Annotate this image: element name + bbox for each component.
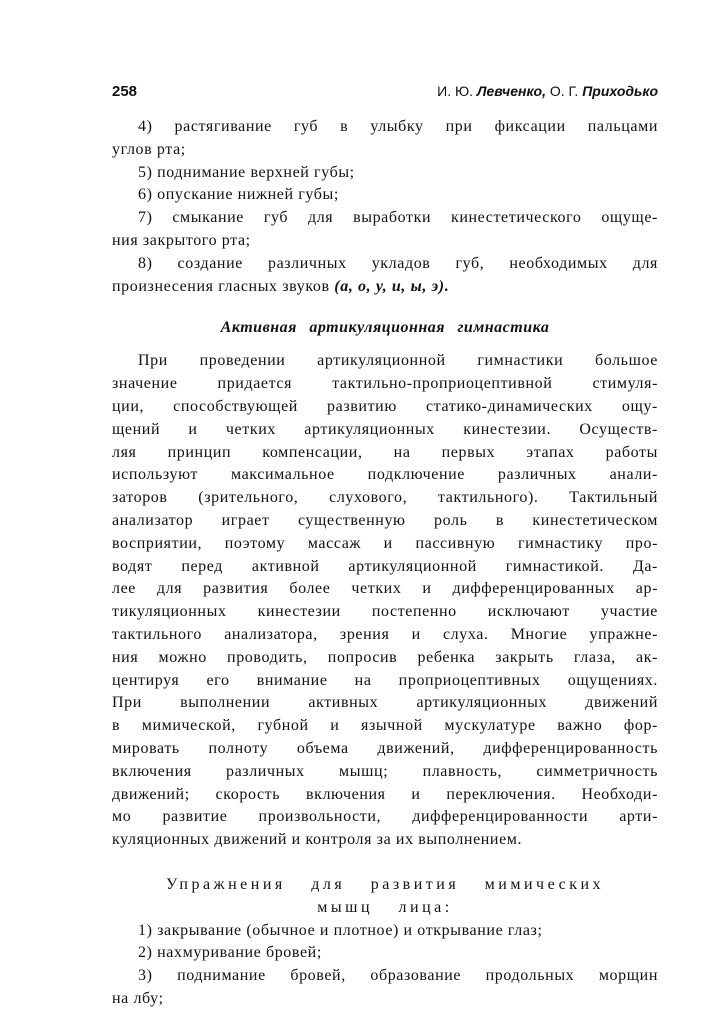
body-text <box>112 116 658 1011</box>
list-item-line: 5) поднимание верхней губы; <box>138 163 355 181</box>
list-item-line: 3) поднимание бровей, образование продольных морщин <box>138 967 658 985</box>
paragraph <box>112 350 658 852</box>
paragraph-line: тикуляционных кинестезии постепенно исключают участие <box>112 603 658 621</box>
paragraph-line: заторов (зрительного, слухового, тактильного). Тактильный <box>112 489 658 507</box>
author1-initials: И. Ю. <box>437 83 473 99</box>
paragraph-line: значение придается тактильно-проприоцептивной стимуля- <box>112 375 658 393</box>
paragraph-line: анализатор играет существенную роль в кинестетическом <box>112 511 658 529</box>
paragraph-line: При выполнении активных артикуляционных движений <box>112 694 658 712</box>
list-item-line: на лбу; <box>112 989 164 1007</box>
paragraph-line: включения различных мышц; плавность, симметричность <box>112 762 658 780</box>
paragraph-line: ляя принцип компенсации, на первых этапах работы <box>112 443 658 461</box>
paragraph-line: куляционных движений и контроля за их выполнением. <box>112 831 523 849</box>
section-title: Активная артикуляционная гимнастика <box>220 319 550 337</box>
paragraph-line: движений; скорость включения и переключения. Необходи- <box>112 785 658 803</box>
list-item-line: 6) опускание нижней губы; <box>138 186 339 204</box>
vowel-sounds: (а, о, у, и, ы, э). <box>334 277 450 295</box>
running-head-authors <box>437 83 658 99</box>
exercises-heading-line: мышц лица: <box>317 898 453 916</box>
list-item-line <box>112 276 658 299</box>
list-item-line: 2) нахмуривание бровей; <box>138 944 322 962</box>
paragraph-line: мировать полноту объема движений, дифференцированность <box>112 739 658 757</box>
list-item-line: 7) смыкание губ для выработки кинестетического ощуще- <box>138 209 658 227</box>
list-item-line: ния закрытого рта; <box>112 231 251 249</box>
list-item-line: углов рта; <box>112 140 186 158</box>
exercises-heading <box>112 874 658 920</box>
author1-surname: Левченко, <box>476 83 546 99</box>
page-number: 258 <box>112 83 138 100</box>
lip-exercises-list <box>112 116 658 298</box>
paragraph-line: тактильного анализатора, зрения и слуха. Многие упражне- <box>112 625 658 643</box>
list-item-line: 4) растягивание губ в улыбку при фиксации пальцами <box>138 118 658 135</box>
list-item-line: 8) создание различных укладов губ, необходимых для <box>138 254 658 272</box>
paragraph-line: водят перед активной артикуляционной гимнастикой. Да- <box>112 557 658 575</box>
list-item-text: произнесения гласных звуков <box>112 277 330 295</box>
author2-surname: Приходько <box>582 83 658 99</box>
running-header <box>112 81 658 103</box>
list-item-line: 1) закрывание (обычное и плотное) и открывание глаз; <box>138 921 543 939</box>
paragraph-line: используют максимальное подключение различных анали- <box>112 466 658 484</box>
paragraph-line: мо развитие произвольности, дифференцированности арти- <box>112 808 658 826</box>
author2-initials: О. Г. <box>549 83 579 99</box>
paragraph-line: центируя его внимание на проприоцептивных ощущениях. <box>112 671 658 689</box>
paragraph-line: лее для развития более четких и дифференцированных ар- <box>112 580 658 598</box>
paragraph-line: ции, способствующей развитию статико-динамических ощу- <box>112 397 658 415</box>
face-exercises-list <box>112 920 658 1011</box>
paragraph-line: щений и четких артикуляционных кинестезии. Осуществ- <box>112 420 658 438</box>
paragraph-line: При проведении артикуляционной гимнастики большое <box>138 352 658 370</box>
paragraph-line: в мимической, губной и язычной мускулатуре важно фор- <box>112 717 658 735</box>
paragraph-line: восприятии, поэтому массаж и пассивную гимнастику про- <box>112 534 658 552</box>
paragraph-line: ния можно проводить, попросив ребенка закрыть глаза, ак- <box>112 648 658 666</box>
exercises-heading-line: Упражнения для развития мимических <box>165 875 605 893</box>
